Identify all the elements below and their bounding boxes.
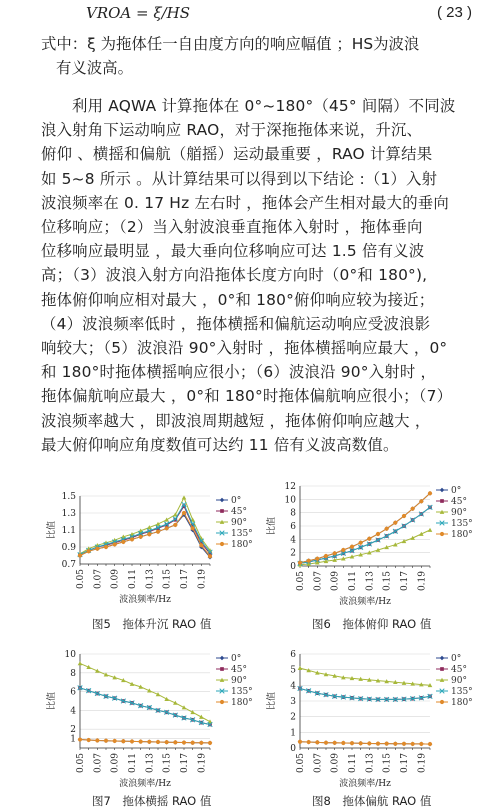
data-point [376, 742, 380, 746]
x-tick-label: 0.07 [313, 571, 324, 592]
legend-label: 45° [231, 665, 247, 675]
data-point [315, 557, 319, 561]
body-line: 利用 AQWA 计算拖体在 0°~180°（45° 间隔）不同波 [72, 97, 456, 115]
x-tick-label: 0.19 [417, 571, 428, 592]
x-tick-label: 0.11 [348, 753, 358, 774]
figure-6-chart [260, 478, 475, 613]
body-line: 和 180°时拖体横摇响应很小；（6）波浪沿 90°入射时 ， [41, 363, 437, 382]
figure-6 [260, 478, 475, 617]
data-point [220, 656, 225, 661]
y-tick-label: 1.5 [61, 492, 76, 502]
definition-line-1: 式中：ξ 为拖体任一自由度方向的响应幅值 ；HS为波浪 [41, 35, 420, 53]
data-point [165, 740, 169, 744]
x-tick-label: 0.11 [348, 571, 358, 592]
data-point [165, 526, 169, 530]
data-point [341, 548, 345, 552]
figure-5-chart [40, 486, 253, 611]
data-point [182, 511, 186, 515]
x-tick-label: 0.09 [330, 571, 341, 592]
y-tick-label: 0 [290, 562, 296, 572]
data-point [104, 739, 108, 743]
body-line: 位移响应；（2）当入射波浪垂直拖体入射时 ，拖体垂向 [41, 218, 423, 236]
x-tick-label: 0.17 [400, 571, 410, 592]
data-point [440, 499, 444, 503]
data-point [350, 741, 354, 745]
legend-label: 180° [451, 698, 473, 708]
y-tick-label: 6 [290, 522, 296, 532]
y-tick-label: 2 [70, 725, 76, 736]
data-point [419, 499, 423, 503]
data-point [95, 547, 99, 551]
data-point [173, 740, 177, 744]
legend-label: 45° [451, 665, 467, 675]
x-axis-label: 波浪频率/Hz [119, 595, 171, 605]
figure-7 [40, 646, 253, 789]
data-point [164, 697, 169, 701]
x-tick-label: 0.19 [417, 753, 428, 774]
data-point [428, 491, 432, 495]
x-tick-label: 0.15 [382, 753, 393, 774]
body-line: 位移响应最明显 ，最大垂向位移响应可达 1.5 倍有义波 [41, 242, 425, 261]
data-point [324, 554, 328, 558]
data-point [220, 498, 225, 503]
data-point [298, 740, 302, 744]
y-tick-label: 2 [290, 548, 296, 559]
x-axis-label: 波浪频率/Hz [339, 779, 391, 789]
data-point [341, 741, 345, 745]
x-tick-label: 0.13 [145, 753, 156, 774]
data-point [130, 537, 134, 541]
data-point [333, 741, 337, 745]
series-line [80, 740, 210, 743]
legend-label: 0° [451, 486, 462, 496]
series-line [300, 668, 430, 685]
x-tick-label: 0.15 [382, 571, 393, 592]
data-point [78, 661, 83, 665]
series-line [300, 493, 430, 562]
data-point [440, 700, 444, 704]
data-point [393, 521, 397, 525]
series-line [80, 688, 210, 725]
data-point [104, 545, 108, 549]
figure-8-caption: 图8 拖体偏航 RAO 值 [312, 794, 432, 808]
data-point [440, 667, 444, 671]
data-point [376, 532, 380, 536]
x-tick-label: 0.17 [180, 753, 190, 774]
data-point [359, 741, 363, 745]
data-point [78, 553, 82, 557]
body-line: 最大俯仰响应角度数值可达约 11 倍有义波高数值。 [41, 435, 399, 454]
data-point [411, 507, 415, 511]
legend-label: 180° [451, 530, 473, 540]
x-tick-label: 0.11 [128, 753, 138, 774]
legend-label: 180° [231, 540, 253, 550]
x-axis-label: 波浪频率/Hz [119, 779, 171, 789]
figure-7-chart [40, 646, 253, 789]
series-line [300, 507, 430, 563]
series-line [80, 663, 210, 721]
equation-lhs [86, 4, 190, 22]
legend-label: 90° [231, 518, 247, 528]
data-point [393, 742, 397, 746]
data-point [199, 543, 203, 547]
data-point [220, 509, 224, 513]
body-line: 浪入射角下运动响应 RAO，对于深拖拖体来说，升沉、 [41, 121, 423, 140]
figure-5-caption: 图5 拖体升沉 RAO 值 [92, 617, 212, 631]
data-point [95, 738, 99, 742]
data-point [208, 554, 212, 558]
x-tick-label: 0.05 [76, 569, 86, 590]
body-line: 波浪频率在 0. 17 Hz 左右时 ，拖体会产生相对最大的垂向 [41, 193, 449, 212]
legend-label: 90° [451, 676, 467, 686]
data-point [367, 537, 371, 541]
data-point [164, 518, 169, 522]
data-point [139, 740, 143, 744]
data-point [440, 488, 445, 493]
y-tick-label: 4 [290, 535, 296, 546]
x-tick-label: 0.05 [296, 753, 306, 774]
x-tick-label: 0.17 [180, 569, 190, 590]
figure-6-caption: 图6 拖体俯仰 RAO 值 [312, 617, 432, 631]
data-point [411, 742, 415, 746]
y-tick-label: 5 [290, 665, 296, 676]
data-point [440, 656, 445, 661]
body-line: 如 5~8 所示 。从计算结果可以得到以下结论 :（1）入射 [41, 169, 438, 188]
y-tick-label: 1 [70, 734, 76, 745]
legend-label: 135° [231, 529, 253, 539]
series-line [300, 742, 430, 744]
x-tick-label: 0.13 [145, 569, 156, 590]
data-point [220, 667, 224, 671]
data-point [139, 535, 143, 539]
y-tick-label: 8 [290, 508, 296, 519]
data-point [333, 551, 337, 555]
data-point [121, 540, 125, 544]
data-point [208, 741, 212, 745]
x-tick-label: 0.19 [197, 569, 208, 590]
y-tick-label: 1.3 [61, 509, 76, 519]
x-tick-label: 0.07 [93, 753, 104, 774]
x-axis-label: 波浪频率/Hz [339, 597, 391, 607]
data-point [147, 532, 151, 536]
y-axis-label: 比值 [267, 516, 277, 536]
data-point [220, 542, 224, 546]
y-axis-label: 比值 [267, 691, 277, 711]
data-point [307, 740, 311, 744]
data-point [428, 528, 433, 532]
data-point [385, 742, 389, 746]
data-point [173, 523, 177, 527]
data-point [199, 715, 204, 719]
data-point [87, 549, 91, 553]
x-tick-label: 0.05 [76, 753, 86, 774]
x-tick-label: 0.09 [110, 569, 121, 590]
data-point [220, 700, 224, 704]
body-line: （4）波浪频率低时 ，拖体横摇和偏航运动响应受波浪影 [41, 314, 431, 333]
data-point [147, 740, 151, 744]
data-point [359, 541, 363, 545]
body-line: 拖体俯仰响应相对最大 ，0°和 180°俯仰响应较为接近； [41, 290, 435, 309]
y-axis-label: 比值 [47, 520, 57, 540]
y-tick-label: 2 [290, 712, 296, 723]
figure-7-caption: 图7 拖体横摇 RAO 值 [92, 794, 212, 808]
x-tick-label: 0.07 [313, 753, 324, 774]
y-tick-label: 4 [70, 706, 76, 717]
y-axis-label: 比值 [47, 691, 57, 711]
x-tick-label: 0.07 [93, 569, 104, 590]
data-point [87, 738, 91, 742]
y-tick-label: 3 [290, 697, 296, 707]
legend-label: 45° [231, 507, 247, 517]
x-tick-label: 0.13 [365, 753, 376, 774]
y-tick-label: 0 [290, 744, 296, 754]
data-point [440, 532, 444, 536]
y-tick-label: 10 [64, 650, 76, 660]
legend-label: 0° [231, 654, 242, 664]
legend-label: 0° [231, 496, 242, 506]
y-tick-label: 12 [284, 482, 296, 492]
body-line: 拖体偏航响应最大 ，0°和 180°时拖体偏航响应很小；（7） [41, 387, 453, 406]
x-tick-label: 0.13 [365, 571, 376, 592]
definition-line-2: 有义波高。 [56, 59, 133, 77]
figure-8 [260, 646, 475, 789]
data-point [78, 737, 82, 741]
x-tick-label: 0.09 [330, 753, 341, 774]
legend-label: 180° [231, 698, 253, 708]
data-point [402, 742, 406, 746]
legend-label: 0° [451, 654, 462, 664]
data-point [130, 739, 134, 743]
y-tick-label: 0.7 [61, 560, 76, 570]
legend-label: 45° [451, 497, 467, 507]
data-point [191, 526, 195, 530]
data-point [402, 514, 406, 518]
data-point [113, 542, 117, 546]
legend-label: 135° [451, 519, 473, 529]
data-point [191, 741, 195, 745]
x-tick-label: 0.19 [197, 753, 208, 774]
series-line [300, 507, 430, 563]
data-point [324, 741, 328, 745]
legend-label: 90° [231, 676, 247, 686]
x-tick-label: 0.17 [400, 753, 410, 774]
data-point [121, 739, 125, 743]
body-line: 波浪频率越大 ，即波浪周期越短 ，拖体俯仰响应越大 ， [41, 411, 431, 430]
data-point [156, 740, 160, 744]
body-line: 高；（3）波浪入射方向沿拖体长度方向时（0°和 180°), [41, 266, 428, 285]
series-line [300, 689, 430, 700]
x-tick-label: 0.11 [128, 569, 138, 590]
data-point [199, 741, 203, 745]
data-point [367, 741, 371, 745]
data-point [419, 742, 423, 746]
y-tick-label: 8 [70, 668, 76, 679]
y-tick-label: 4 [290, 681, 296, 692]
legend-label: 135° [451, 687, 473, 697]
y-tick-label: 1 [290, 728, 296, 739]
data-point [182, 705, 187, 709]
y-tick-label: 1.1 [61, 526, 76, 536]
x-tick-label: 0.09 [110, 753, 121, 774]
data-point [156, 530, 160, 534]
y-tick-label: 10 [284, 495, 296, 506]
y-tick-label: 0.9 [61, 543, 76, 553]
figure-8-chart [260, 646, 475, 789]
data-point [350, 545, 354, 549]
data-point [182, 740, 186, 744]
legend-label: 90° [451, 508, 467, 518]
y-tick-label: 6 [290, 650, 296, 660]
data-point [298, 561, 302, 565]
data-point [298, 666, 303, 670]
data-point [307, 559, 311, 563]
equation-number: ( 23 ) [436, 4, 472, 21]
x-tick-label: 0.15 [162, 753, 173, 774]
body-line: 俯仰 、横摇和偏航（艏摇）运动最重要 ，RAO 计算结果 [41, 145, 433, 164]
y-tick-label: 6 [70, 687, 76, 698]
figure-5 [40, 486, 253, 615]
data-point [428, 742, 432, 746]
equation-text: VROA = ξ/HS [86, 4, 191, 22]
data-point [385, 527, 389, 531]
data-point [113, 739, 117, 743]
body-line: 响较大；（5）波浪沿 90°入射时 ，拖体横摇响应最大 ，0° [41, 339, 448, 357]
x-tick-label: 0.05 [296, 571, 306, 592]
x-tick-label: 0.15 [162, 569, 173, 590]
data-point [315, 740, 319, 744]
legend-label: 135° [231, 687, 253, 697]
series-line [300, 493, 430, 562]
